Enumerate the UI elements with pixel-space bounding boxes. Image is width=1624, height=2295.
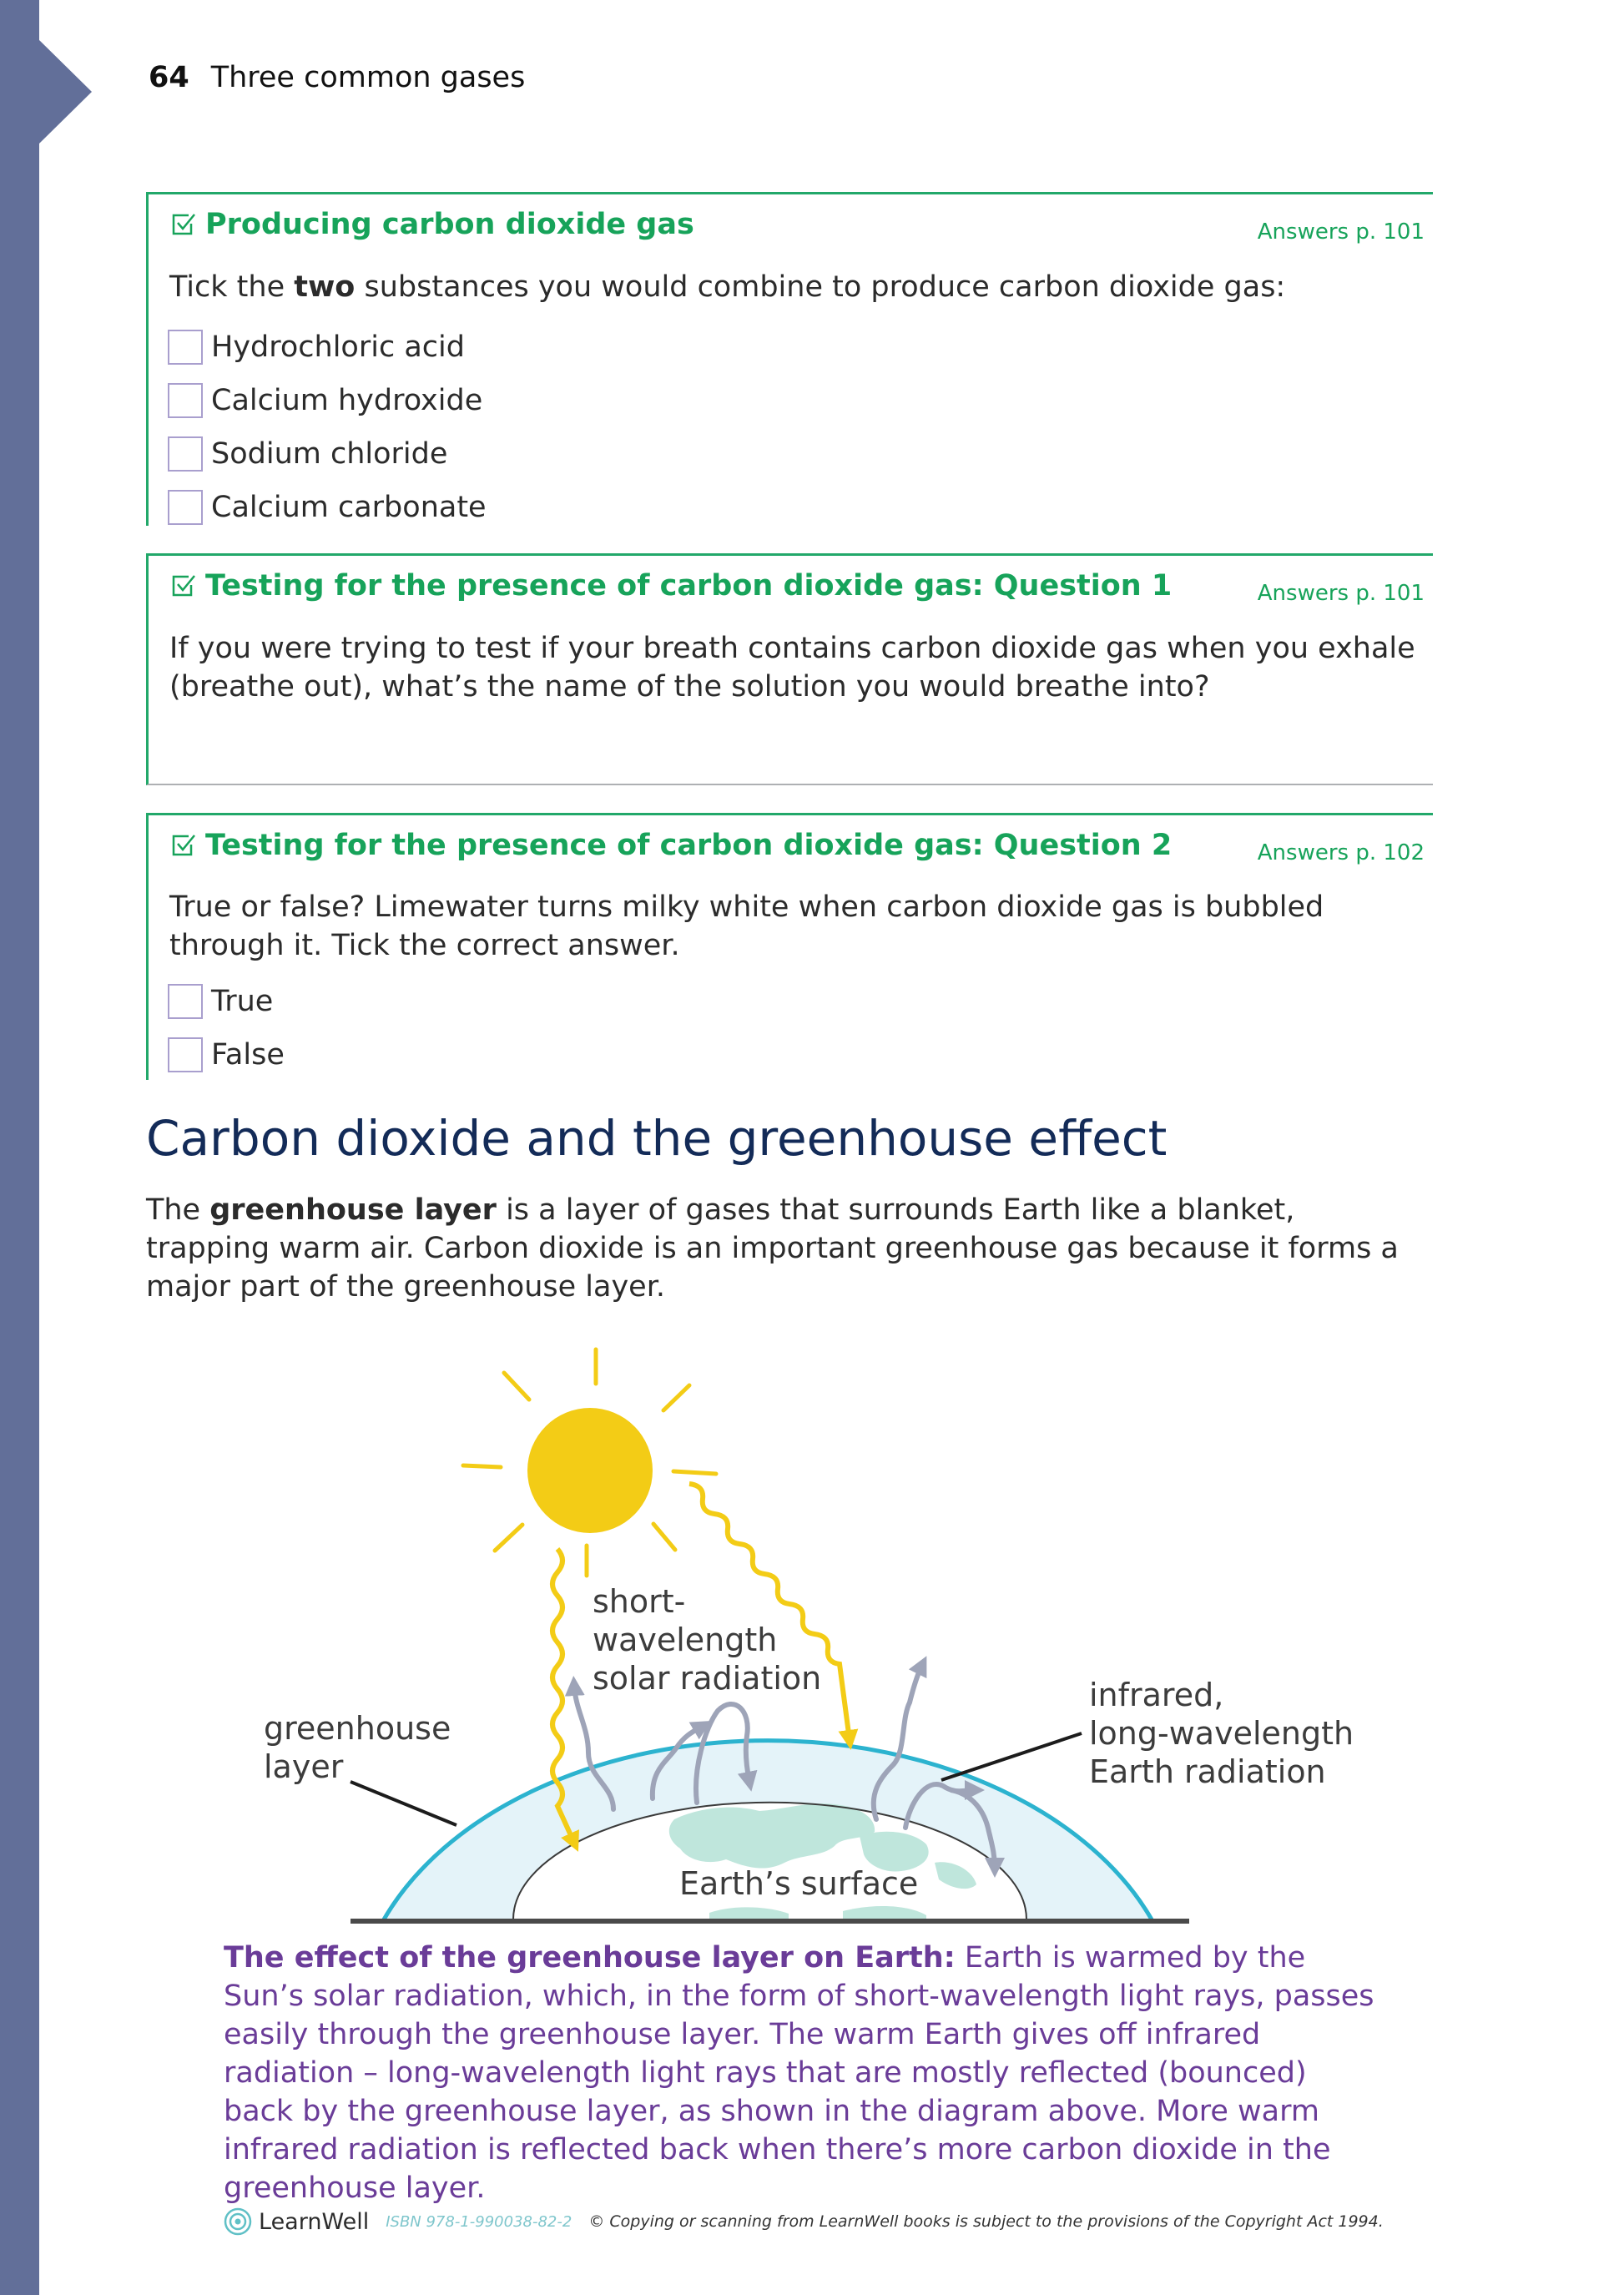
- option-calcium-hydroxide: Calcium hydroxide: [168, 381, 482, 420]
- greenhouse-layer-label: greenhouse layer: [264, 1710, 451, 1785]
- option-checkbox[interactable]: [168, 330, 203, 365]
- checkbox-tick-icon: [170, 211, 197, 238]
- option-hydrochloric-acid: Hydrochloric acid: [168, 328, 465, 366]
- infrared-label-leader: [941, 1733, 1082, 1780]
- copyright-notice: © Copying or scanning from LearnWell books is subject to the provisions of the Copyright Act 1994.: [588, 2212, 1384, 2231]
- answer-line[interactable]: [169, 714, 1433, 781]
- answers-reference[interactable]: Answers p. 101: [1257, 581, 1425, 606]
- option-true: True: [168, 982, 273, 1021]
- page-number: 64: [149, 61, 189, 94]
- earth-surface-label: Earth’s surface: [679, 1865, 919, 1902]
- chapter-title: Three common gases: [210, 61, 526, 94]
- option-checkbox[interactable]: [168, 436, 203, 472]
- checkbox-tick-icon: [170, 572, 197, 599]
- page-header: [149, 61, 525, 94]
- question-title: Testing for the presence of carbon dioxide gas: Question 1: [170, 569, 1172, 603]
- answers-reference[interactable]: Answers p. 102: [1257, 840, 1425, 865]
- learnwell-logo-icon: [224, 2207, 252, 2236]
- sun-icon: [463, 1349, 716, 1576]
- infrared-radiation-label: infrared, long-wavelength Earth radiation: [1089, 1677, 1354, 1790]
- solar-radiation-label: short- wavelength solar radiation: [593, 1583, 822, 1697]
- isbn: ISBN 978-1-990038-82-2: [386, 2212, 572, 2231]
- diagram-caption: The effect of the greenhouse layer on Earth: Earth is warmed by the Sun’s solar radiation, which, in the form of short-wavelength light rays, passes easily through the greenhouse layer. The warm Earth gives off infrared radiation – long-wavelength light rays that are mostly reflected (bounced) back by the greenhouse layer, as shown in the diagram above. More warm infrared radiation is reflected back when there’s more carbon dioxide in the greenhouse layer.: [224, 1941, 1374, 2205]
- answers-reference[interactable]: Answers p. 101: [1257, 219, 1425, 245]
- section-heading: Carbon dioxide and the greenhouse effect: [146, 1110, 1168, 1167]
- question-title: Producing carbon dioxide gas: [170, 208, 694, 241]
- option-checkbox[interactable]: [168, 984, 203, 1019]
- solar-ray: [689, 1484, 850, 1740]
- page-tab-marker: [0, 0, 100, 146]
- question-producing-co2: [146, 192, 1433, 526]
- question-prompt: Tick the two substances you would combine to produce carbon dioxide gas:: [169, 270, 1286, 304]
- option-calcium-carbonate: Calcium carbonate: [168, 488, 487, 527]
- question-co2-test-2: [146, 813, 1433, 1080]
- option-checkbox[interactable]: [168, 490, 203, 525]
- greenhouse-effect-diagram: [0, 1310, 1624, 1928]
- option-checkbox[interactable]: [168, 383, 203, 418]
- option-false: False: [168, 1036, 285, 1074]
- option-checkbox[interactable]: [168, 1037, 203, 1072]
- question-co2-test-1: [146, 553, 1433, 785]
- checkbox-tick-icon: [170, 832, 197, 859]
- question-prompt: True or false? Limewater turns milky white when carbon dioxide gas is bubbled through it. Tick the correct answer.: [169, 890, 1324, 962]
- greenhouse-label-leader: [351, 1782, 456, 1825]
- side-bar: [0, 0, 39, 2295]
- section-intro: The greenhouse layer is a layer of gases that surrounds Earth like a blanket, trapping warm air. Carbon dioxide is an important greenhouse gas because it forms a major part of the greenhouse layer.: [146, 1193, 1399, 1304]
- question-title: Testing for the presence of carbon dioxide gas: Question 2: [170, 829, 1172, 862]
- logo-text: LearnWell: [259, 2208, 370, 2235]
- option-sodium-chloride: Sodium chloride: [168, 435, 447, 473]
- page-footer: [224, 2207, 1384, 2236]
- question-prompt: If you were trying to test if your breath contains carbon dioxide gas when you exhale (breathe out), what’s the name of the solution you would breathe into?: [169, 632, 1415, 704]
